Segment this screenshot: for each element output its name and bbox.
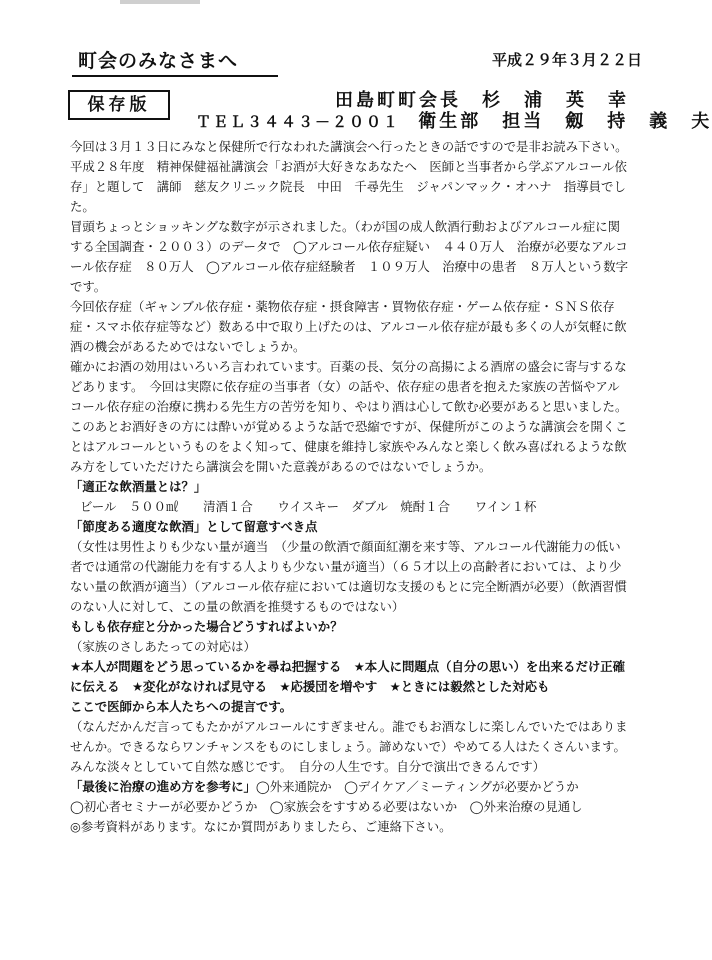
drinks-line: ビール ５００㎖ 清酒１合 ウイスキー ダブル 焼酎１合 ワイン１杯 xyxy=(80,499,537,514)
moderate-heading: 「節度ある適度な飲酒」として留意すべき点 xyxy=(70,519,318,534)
title-underline xyxy=(72,75,278,77)
advice-heading: ここで医師から本人たちへの提言です。 xyxy=(70,699,293,714)
dependency-heading: もしも依存症と分かった場合どうすればよいか？ xyxy=(70,619,343,634)
final-line3: ◎参考資料があります。なにか質問がありましたら、ご連絡下さい。 xyxy=(70,819,452,834)
chairman-signature: 田島町町会長 杉 浦 英 幸 xyxy=(335,90,629,111)
final-line2: ◯初心者セミナーが必要かどうか ◯家族会をすすめる必要はないか ◯外来治療の見通し xyxy=(70,799,583,814)
final-heading: 「最後に治療の進め方を参考に」 xyxy=(70,779,256,794)
scan-mark xyxy=(120,0,200,4)
page-title: 町会のみなさまへ xyxy=(78,50,239,72)
article-body xyxy=(70,137,630,837)
phone-number: ＴＥＬ３４４３－２００１ xyxy=(196,113,401,131)
issue-date: 平成２９年３月２２日 xyxy=(492,51,643,69)
health-officer: 衛生部 担当 劔 持 義 夫 xyxy=(418,111,712,132)
moderate-text: （女性は男性よりも少ない量が適当 （少量の飲酒で顔面紅潮を来す等、アルコール代謝能力の低い者では通常の代謝能力を有する人よりも少ない量が適当）（６５才以上の高齢者においては、より少ない量の飲酒が適当）（アルコール依存症においては適切な支援のもとに完全断酒が必要）（飲酒習慣のない人に対して、この量の飲酒を推奨するものではない） xyxy=(70,539,627,614)
final-options-1: ◯外来通院か ◯デイケア／ミーティングが必要かどうか xyxy=(255,779,579,794)
drinks-heading: 「適正な飲酒量とは？」 xyxy=(70,479,207,494)
dependency-text: ★本人が問題をどう思っているかを尋ね把握する ★本人に問題点（自分の思い）を出来るだけ正確に伝える ★変化がなければ見守る ★応援団を増やす ★ときには毅然とした対応も xyxy=(70,659,626,694)
paragraph: 冒頭ちょっとショッキングな数字が示されました。（わが国の成人飲酒行動およびアルコール症に関する全国調査・２００３）のデータで ◯アルコール依存症疑い ４４０万人 治療が必要なアルコール依存症 ８０万人 ◯アルコール依存症経験者 １０９万人 治療中の患者 ８万人という数字です。 xyxy=(70,219,629,294)
paragraph: このあとお酒好きの方には酔いが覚めるような話で恐縮ですが、保健所がこのような講演会を開くことはアルコールというものをよく知って、健康を維持し家族やみんなと楽しく飲み喜ばれるような飲み方をしていただけたら講演会を開いた意義があるのではないでしょうか。 xyxy=(70,419,628,474)
keep-stamp: 保存版 xyxy=(68,90,170,120)
contact-line xyxy=(196,107,712,133)
advice-text: （なんだかんだ言ってもたかがアルコールにすぎません。誰でもお酒なしに楽しんでいたではありませんか。できるならワンチャンスをものにしましょう。諦めないで）やめてる人はたくさんいます。みんな淡々としていて自然な感じです。 自分の人生です。自分で演出できるんです） xyxy=(70,719,628,774)
dependency-sub: （家族のさしあたっての対応は） xyxy=(70,639,256,654)
final-line1 xyxy=(70,777,630,797)
paragraph: 確かにお酒の効用はいろいろ言われています。百薬の長、気分の高揚による酒席の盛会に寄与するなどあります。 今回は実際に依存症の当事者（女）の話や、依存症の患者を抱えた家族の苦悩やアルコール依存症の治療に携わる先生方の苦労を知り、やはり酒は心して飲む必要があると思いました。 xyxy=(70,359,628,414)
paragraph: 今回は３月１３日にみなと保健所で行なわれた講演会へ行ったときの話ですので是非お読み下さい。 xyxy=(70,139,628,154)
paragraph: 平成２８年度 精神保健福祉講演会「お酒が大好きなあなたへ 医師と当事者から学ぶアルコール依存」と題して 講師 慈友クリニック院長 中田 千尋先生 ジャパンマック・オハナ 指導員でした。 xyxy=(70,159,627,214)
paragraph: 今回依存症（ギャンブル依存症・薬物依存症・摂食障害・買物依存症・ゲーム依存症・ＳＮＳ依存症・スマホ依存症等など）数ある中で取り上げたのは、アルコール依存症が最も多くの人が気軽に飲酒の機会があるためではないでしょうか。 xyxy=(70,299,627,354)
